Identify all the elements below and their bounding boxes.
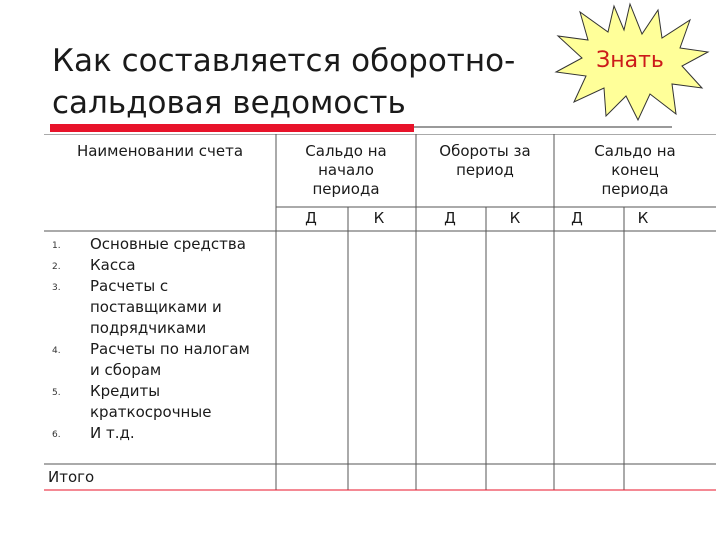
header-opening-line: периода — [312, 180, 380, 198]
subheader-credit-closing: К — [637, 209, 649, 227]
title-divider-line — [414, 126, 672, 128]
item-text: Основные средства — [90, 235, 246, 253]
turnover-balance-table — [44, 134, 716, 494]
subheader-debit-turnover: Д — [444, 209, 456, 227]
item-text: подрядчиками — [90, 319, 207, 337]
header-opening-line: Сальдо на — [305, 142, 387, 160]
header-turnover-line: Обороты за — [439, 142, 531, 160]
title-accent-bar — [50, 124, 414, 132]
list-item — [44, 381, 276, 423]
header-closing-line: конец — [611, 161, 659, 179]
item-text: краткосрочные — [90, 403, 212, 421]
list-item — [44, 255, 276, 276]
list-item — [44, 234, 276, 255]
header-opening-balance — [276, 142, 416, 199]
header-closing-line: периода — [601, 180, 669, 198]
item-number: 3. — [52, 283, 61, 293]
header-closing-line: Сальдо на — [594, 142, 676, 160]
item-number: 6. — [52, 430, 61, 440]
item-number: 4. — [52, 346, 61, 356]
item-number: 5. — [52, 388, 61, 398]
item-number: 2. — [52, 262, 61, 272]
account-list — [44, 234, 276, 444]
item-number: 1. — [52, 241, 61, 251]
list-item — [44, 276, 276, 339]
subheader-debit-opening: Д — [305, 209, 317, 227]
know-badge — [550, 2, 710, 122]
header-turnover-line: период — [456, 161, 514, 179]
badge-label: Знать — [596, 48, 664, 73]
header-account-name: Наименовании счета — [76, 142, 244, 160]
header-opening-line: начало — [318, 161, 374, 179]
item-text: И т.д. — [90, 424, 135, 442]
subheader-credit-turnover: К — [509, 209, 521, 227]
item-text: поставщиками и — [90, 298, 222, 316]
item-text: Расчеты по налогам — [90, 340, 250, 358]
list-item — [44, 423, 276, 444]
subheader-credit-opening: К — [373, 209, 385, 227]
item-text: Касса — [90, 256, 136, 274]
slide-title — [52, 40, 572, 124]
subheader-debit-closing: Д — [571, 209, 583, 227]
slide-title-line-2: сальдовая ведомость — [52, 85, 406, 121]
item-text: и сборам — [90, 361, 162, 379]
item-text: Расчеты с — [90, 277, 169, 295]
list-item — [44, 339, 276, 381]
header-closing-balance — [554, 142, 716, 199]
total-row-label: Итого — [48, 468, 95, 486]
slide-title-line-1: Как составляется оборотно- — [52, 43, 516, 79]
header-turnover — [416, 142, 554, 180]
item-text: Кредиты — [90, 382, 161, 400]
